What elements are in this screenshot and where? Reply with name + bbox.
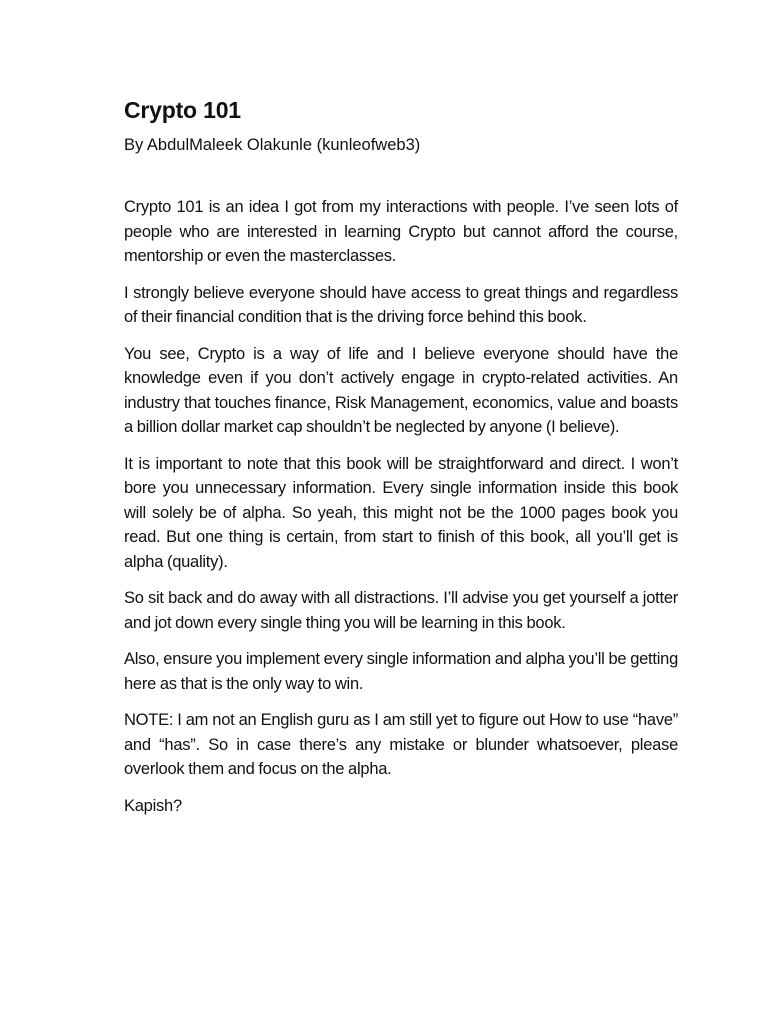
paragraph-kapish: Kapish? (124, 796, 182, 815)
author-line: By AbdulMaleek Olakunle (kunleofweb3) (124, 136, 421, 154)
paragraph-straightforward: It is important to note that this book will be straightforward and direct. I won’t bore you unnecessary information. Every single information inside this book will solely be of alpha. So yeah, this might not be the 1000 pages book you read. But one thing is certain, from start to finish of this book, all you’ll get is alpha (quality). (124, 454, 678, 571)
paragraph-note: NOTE: I am not an English guru as I am still yet to figure out How to use “have” and “has”. So in case there’s any mistake or blunder whatsoever, please overlook them and focus on the alpha. (124, 711, 678, 778)
paragraph-intro: Crypto 101 is an idea I got from my interactions with people. I’ve seen lots of people who are interested in learning Crypto but cannot afford the course, mentorship or even the masterclasses. (124, 198, 678, 265)
document-title: Crypto 101 (124, 97, 241, 123)
document-page (124, 96, 678, 830)
paragraph-way-of-life: You see, Crypto is a way of life and I believe everyone should have the knowledge even if you don’t actively engage in crypto-related activities. An industry that touches finance, Risk Management, economics, value and boasts a billion dollar market cap shouldn’t be neglected by anyone (I believe). (124, 344, 678, 436)
paragraph-implement: Also, ensure you implement every single information and alpha you’ll be getting here as that is the only way to win. (124, 650, 678, 693)
document-body (124, 195, 678, 818)
paragraph-distractions: So sit back and do away with all distractions. I’ll advise you get yourself a jotter and jot down every single thing you will be learning in this book. (124, 589, 678, 632)
paragraph-belief: I strongly believe everyone should have access to great things and regardless of their financial condition that is the driving force behind this book. (124, 283, 678, 326)
